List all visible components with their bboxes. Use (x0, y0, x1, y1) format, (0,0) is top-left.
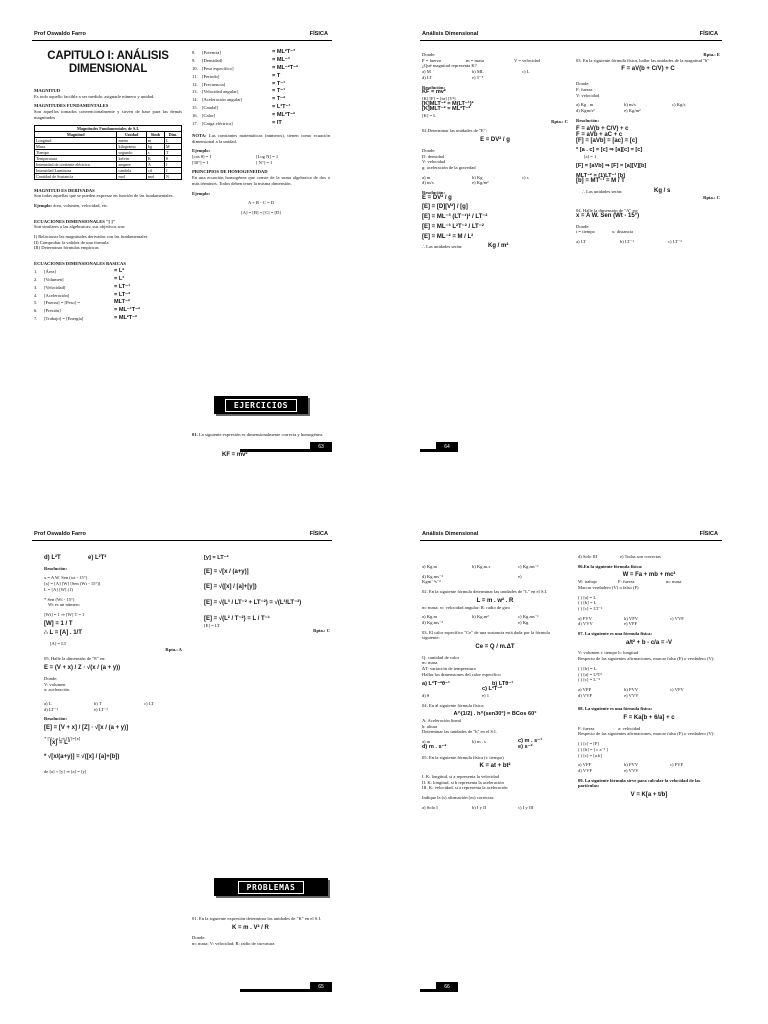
column-left (34, 50, 182, 324)
page-bottom-left (32, 528, 332, 996)
paragraph: Son aquellos tomados convencionalmente y sirven de base para las demás magnitudes (34, 109, 182, 120)
equation-item (34, 300, 182, 306)
equation-item (192, 58, 330, 64)
item-label: [Presión] (44, 308, 61, 314)
table-row: Masa kilogramo kg M (35, 143, 182, 149)
answer: Rpta.: C (703, 194, 720, 200)
item-dimension: = T⁻² (272, 96, 286, 103)
table-header: Simb (146, 131, 164, 137)
item-dimension: = L³T⁻¹ (272, 104, 291, 111)
table-caption: Magnitudes Fundamentales de S.I. (35, 125, 182, 131)
item-number: 14. (192, 97, 198, 103)
item-dimension: = T⁻¹ (272, 88, 286, 95)
table-row: Cantidad de Sustancia mol mol N (35, 173, 182, 179)
example-row: [30°] = 1 [ N°] = 1 (192, 159, 273, 165)
basic-equations-list (34, 269, 182, 322)
question: 02.Determinar las unidades de "E": (422, 128, 487, 134)
header-subject: FÍSICA (309, 531, 328, 537)
section-heading: MAGNITUDES FUNDAMENTALES (34, 103, 109, 109)
item-dimension: = T (272, 72, 281, 79)
section-heading: ECUACIONES DIMENSIONALES "[ ]" (34, 218, 116, 224)
item-dimension: = L³ (114, 275, 125, 282)
example-label: Ejemplo: (192, 190, 211, 196)
item-number: 16. (192, 113, 198, 119)
paragraph: Son todas aquellas que se pueden expresar en función de las fundamentales. (34, 193, 174, 199)
question: 08. La siguiente es una fórmula física: (578, 706, 653, 712)
item-label: [Frecuencia] (202, 81, 226, 87)
list-item: III) Determinar fórmulas empíricas (34, 245, 99, 251)
equation-item (192, 82, 330, 88)
table-header: Unidad (117, 131, 146, 137)
equation-item (192, 74, 330, 80)
paragraph: Son similares a las algebraicas: sus objetivos son: (34, 224, 126, 230)
question: 03. El calor específico "Ce" de una sustancia está dada por la fórmula siguiente: (422, 629, 550, 641)
table-row: Temperatura kelvin K θ (35, 155, 182, 161)
question: 06.En la siguiente fórmula física: (578, 563, 643, 569)
header-author: Prof Oswaldo Farro (34, 531, 86, 537)
item-number: 17. (192, 121, 198, 127)
page-header (420, 28, 722, 41)
item-number: 8. (192, 50, 196, 55)
equation-item (34, 308, 182, 314)
column-right (192, 50, 330, 216)
item-dimension: = ML²T⁻² (272, 112, 295, 119)
column-right: Rpta.: E 03. En la siguiente fórmula física, hallar las unidades de la magnitud "b" F = aV(b + C/V) + C Donde: F: fuerza V: velocidad a) Kg . m b) m/s c) Kg/s d) Kgm/s² e) Kg/m² Resolución: F = aV(b + C/V) + c F = aVb + aC + c [F] = [aVb] = [ac] = [c] * [a . c] = [c] ⇒ [a][c] = [c] [a] = 1 [F] = [aVb] ⇒ [F] = [a][V][b] MLT⁻² = (1)LT⁻¹ [b] [b] = MT⁻¹ = M / T ∴ Las unidades serán: Kg / s Rpta.: C 04. Halle la dimensión de "A" en: x = A W. Sen (Wt - 15°) Donde: t = tiempo x: distancia a) LT b) LT⁻¹ c) LT⁻² (576, 52, 720, 245)
item-number: 2. (34, 276, 38, 282)
question: 07. La siguiente es una fórmula física: (578, 631, 653, 637)
header-subject: FÍSICA (699, 31, 718, 37)
problems-banner: PROBLEMAS (214, 878, 328, 896)
header-subject: FÍSICA (699, 531, 718, 537)
question: 05. Halle la dimensión de "E" en: (44, 656, 106, 662)
item-label: [Peso específico] (202, 65, 234, 71)
header-subject: FÍSICA (309, 31, 328, 37)
equation-item (34, 285, 182, 291)
item-dimension: = ML²T⁻³ (272, 49, 295, 55)
example-row: [cos θ] = 1 [Log N] = 1 (192, 154, 279, 160)
header-chapter: Análisis Dimensional (422, 531, 479, 537)
paragraph: Es todo aquello factible a ser medido, asignarle número y unidad. (34, 93, 155, 99)
section-heading: MAGNITUD (34, 88, 61, 93)
item-number: 5. (34, 300, 38, 306)
column-left: d) L²T e) L²T² Resolución: x = A W. Sen (wt - 15°) [x] = [A] [W] [Sen (Wt - 15°)] L = [A] [W] (1) * Sen (Wt - 15°) Wt es un número [Wt] = 1 ⇒ [W] T = 1 [W] = 1 / T ∴ L = [A] . 1/T [A] = LT Rpta.: A 05. Halle la dimensión de "E" en: E = (V + x) / Z · √(x / (a + y)) Donde: V: volumen a: aceleración a) L b) T c) LT d) LT⁻¹ e) LT⁻² Resolución: [E] = [V + x] / [Z] · √[x / (a + y)] * [V+ x] ⇒ [V]=[x] [x] = L³ * √[x/(a+y)] = √([x] / [a]+[b]) de [a] + [y] ⇒ [a] = [y] (44, 555, 182, 774)
formula: KF = mv² (222, 452, 248, 458)
equation-item (192, 89, 330, 95)
example-label: Ejemplo: (192, 148, 211, 154)
section-heading: PRINCIPIOS DE HOMOGENEIDAD (192, 169, 268, 175)
item-label: [Densidad] (202, 57, 223, 63)
paragraph: En una ecuación homogénea que conste de la suma algebraica de dos o más términos. Todos deben tener la misma dimensión. (192, 175, 330, 186)
item-number: 1. (34, 268, 38, 274)
note: NOTA: Las constantes matemáticas (números), tienen como ecuación dimensional a la unidad. (192, 132, 330, 144)
table-row: Tiempo segundo s T (35, 149, 182, 155)
item-label: [Área] (44, 268, 56, 274)
item-number: 12. (192, 81, 198, 87)
equation: A + B - C = D (247, 200, 275, 206)
example-line: Ejemplo: área, volumen, velocidad, etc. (34, 202, 109, 208)
header-author: Prof Oswaldo Farro (34, 31, 86, 37)
item-number: 6. (34, 308, 38, 314)
item-dimension: = ML⁻²T⁻² (272, 64, 298, 71)
page-number: 63 (310, 442, 332, 452)
equation: [A] = [B] = [C] = [D] (241, 209, 281, 215)
item-label: [Trabajo] = [Energía] (44, 316, 84, 322)
item-dimension: = L² (114, 267, 125, 274)
column-left: a) Kg.m b) Kg.m.s c) Kg.ms⁻¹ d) Kg.ms⁻² e) Kgm⁻¹s⁻² 02. En la siguiente fórmula determinar las unidades de "L" en el S.I. L = m . w² . R m: masa; w: velocidad angular; R: radio de giro a) Kg.m b) Kg.m² c) Kg.ms⁻¹ d) Kg.ms⁻² e) Kg 03. El calor específico "Ce" de una sustancia está dada por la fórmula siguiente: Ce = Q / m.ΔT Q: cantidad de calor m: masa ΔT: variación de temperatura Hallar las dimensiones del calor específico a) L²T⁻²θ⁻¹ b) LTθ⁻¹ c) L²T⁻² d) θ e) 1 04. En al siguiente fórmula física: A^(1/2) . h^(sen30°) = BCos 60° A: Aceleración lineal h: altura Determinar las unidades de "b" en el S.I. a) m b) m . s c) m . s⁻¹ d) m . s⁻² e) s⁻² 05. En la siguiente fórmula física (t: tiempo) K = at + bt² I. K: longitud, si a representa la velocidad II. K: longitud, si b representa la aceleración III. K: velocidad, si a representa la aceleración Indique la (s) afirmación (es) correctas: a) Solo I b) I y II c) I y III (422, 564, 568, 811)
page-header (32, 528, 332, 541)
item-number: 9. (192, 57, 196, 63)
header-chapter: Análisis Dimensional (422, 31, 479, 37)
item-number: 11. (192, 73, 198, 79)
question: 05. En la siguiente fórmula física (t: tiempo) (422, 754, 504, 760)
question: 04. Halle la dimensión de "A" en: (576, 208, 639, 214)
page-number: 66 (436, 982, 458, 992)
table-header: Dim. (164, 131, 181, 137)
item-label: [Velocidad] (44, 284, 66, 290)
equation-item (34, 316, 182, 322)
table-row: Longitud metro m L (35, 137, 182, 143)
page-number: 65 (310, 982, 332, 992)
item-number: 7. (34, 316, 38, 322)
item-number: 3. (34, 284, 38, 290)
equation-item (192, 105, 330, 111)
item-number: 4. (34, 292, 38, 298)
item-label: [Caudal] (202, 105, 219, 111)
answer: Rpta.: A (165, 646, 182, 652)
section-heading: ECUACIONES DIMENSIONALES BASICAS (34, 261, 126, 267)
item-dimension: = ML⁻³ (272, 56, 290, 63)
item-label: [Volumen] (44, 276, 64, 282)
list-item: II) Comprobar la validez de una fórmula (34, 239, 109, 245)
item-dimension: = ML²T⁻² (114, 315, 137, 322)
item-dimension: MLT⁻² (114, 299, 130, 306)
column-right: [y] = LT⁻² [E] = √[x / (a+y)] [E] = √([x] / [a]+[y]) [E] = √(L³ / LT⁻² + LT⁻²) = √(L³/LT⁻²) [E] = √(L² / T⁻²) = L / T⁻¹ [E] = LT Rpta.: C (204, 555, 330, 634)
item-label: [Aceleración angular] (202, 97, 243, 103)
item-label: [Potencia] (202, 50, 221, 55)
exercises-banner: EJERCICIOS (214, 396, 308, 414)
chapter-title: CAPITULO I: ANÁLISIS DIMENSIONAL (47, 50, 169, 75)
page-top-right (420, 28, 722, 458)
item-number: 10. (192, 65, 198, 71)
table-row: Intensidad Luminosa candela cd J (35, 167, 182, 173)
equation-item (192, 121, 330, 127)
page-header (420, 528, 722, 541)
page-number: 64 (436, 442, 458, 452)
item-dimension: = LT⁻¹ (114, 283, 131, 290)
question: 04. En al siguiente fórmula física: (422, 702, 485, 708)
column-right: d) Solo III e) Todas son correctas 06.En la siguiente fórmula física: W = Fa + mb + mc² W: trabajo F: fuerza m: masa Marcar verdadero (V) o falso (F) ( ) [a] = L ( ) [b] = L ( ) [c] = LT⁻¹ a) FVV b) VFV c) VVF d) VVV e) VFF 07. La siguiente es una fórmula física: a/t² + b - c/a = -V V: volumen t: tiempo h: longitud Respecto de las siguientes afirmaciones, marcar falso (F) o verdadero (V): ( ) [b] = L ( ) [a] = L³T³ ( ) [c] = L⁻² a) VFF b) FVV c) VFV d) VVF e) VVV 08. La siguiente es una fórmula física: F = Ka[b + 6/a] + c F: fuerza a: velocidad Respecto de las siguientes afirmaciones, marcar falso (F) o verdadero (V): ( ) [c] = [F] ( ) [b] = [ c a⁻¹ ] ( ) [c] = [a.b] a) VFF b) FVV c) FVF d) VVF e) VVV 09. La siguiente fórmula sirve para calcular la velocidad de las partículas: V = K[a + t/b] (578, 554, 720, 799)
equation-item (192, 50, 330, 56)
page-top-left (32, 28, 332, 458)
equation-item (34, 277, 182, 283)
problem-01: 01. En la siguiente expresión determinar las unidades de "K" en el S.I. K = m . V² / R Donde: m: masa; V: velocidad; R: radio de curvatura (192, 916, 322, 947)
answer: Rpta.: E (703, 52, 720, 57)
page-bottom-right (420, 528, 722, 996)
page-header (32, 28, 332, 41)
item-label: [Calor] (202, 113, 216, 119)
exercise-01: 01. La siguiente expresión es dimensionalmente correcta y homogénea. (192, 432, 324, 437)
item-dimension: = IT (272, 120, 282, 127)
table-header: Magnitud (35, 131, 117, 137)
answer: Rpta.: C (551, 118, 568, 124)
question: 09. La siguiente fórmula sirve para calcular la velocidad de las partículas: (578, 777, 701, 789)
list-item: I) Relacionar las magnitudes derivadas con las fundamentales (34, 234, 148, 240)
item-label: [Velocidad angular] (202, 89, 239, 95)
item-label: [Carga eléctrica] (202, 121, 233, 127)
item-dimension: = LT⁻² (114, 291, 131, 298)
answer: Rpta.: C (313, 628, 330, 634)
equation-item (192, 97, 330, 103)
item-dimension: = ML⁻¹T⁻² (114, 307, 140, 314)
section-heading: MAGNITUD ES DERIVADAS (34, 187, 95, 193)
question: 02. En la siguiente fórmula determinar las unidades de "L" en el S.I. (422, 589, 548, 595)
item-number: 13. (192, 89, 198, 95)
equation-item (34, 269, 182, 275)
question: 03. En la siguiente fórmula física, hallar las unidades de la magnitud "b" (576, 57, 710, 63)
equation-item (34, 293, 182, 299)
item-label: [Periodo] (202, 73, 220, 79)
magnitudes-table (34, 125, 182, 180)
equation-item (192, 113, 330, 119)
table-row: Intensidad de corriente eléctrica ampere A I (35, 161, 182, 167)
item-dimension: = T⁻¹ (272, 80, 286, 87)
item-label: [Aceleración] (44, 292, 70, 298)
basic-equations-list-continued (192, 50, 330, 127)
equation-item (192, 66, 330, 72)
item-number: 15. (192, 105, 198, 111)
item-label: [Fuerza] = [Peso] = (44, 300, 80, 306)
column-left: Donde: F = fuerza m = masa V = velocidad ¿Qué magnitud representa K? a) M b) ML c) L d) LT e) T⁻² Resolución: KF = mv² [K] [F] = [m] [V²] [K]MLT⁻² = M(LT⁻¹)² [K]MLT⁻² = ML²T⁻² [K] = L Rpta.: C 02.Determinar las unidades de "E": E = DV² / g Donde: D: densidad V: velocidad g: aceleración de la gravedad a) m b) Kg c) s d) m/s e) Kg/m² Resolución: E = DV² / g [E] = [D][V²] / [g] [E] = ML⁻³ (LT⁻¹)² / LT⁻² [E] = ML⁻³ L²T⁻² / LT⁻² [E] = ML⁻² = M / L² ∴ Las unidades serán: Kg / m² (422, 52, 568, 250)
